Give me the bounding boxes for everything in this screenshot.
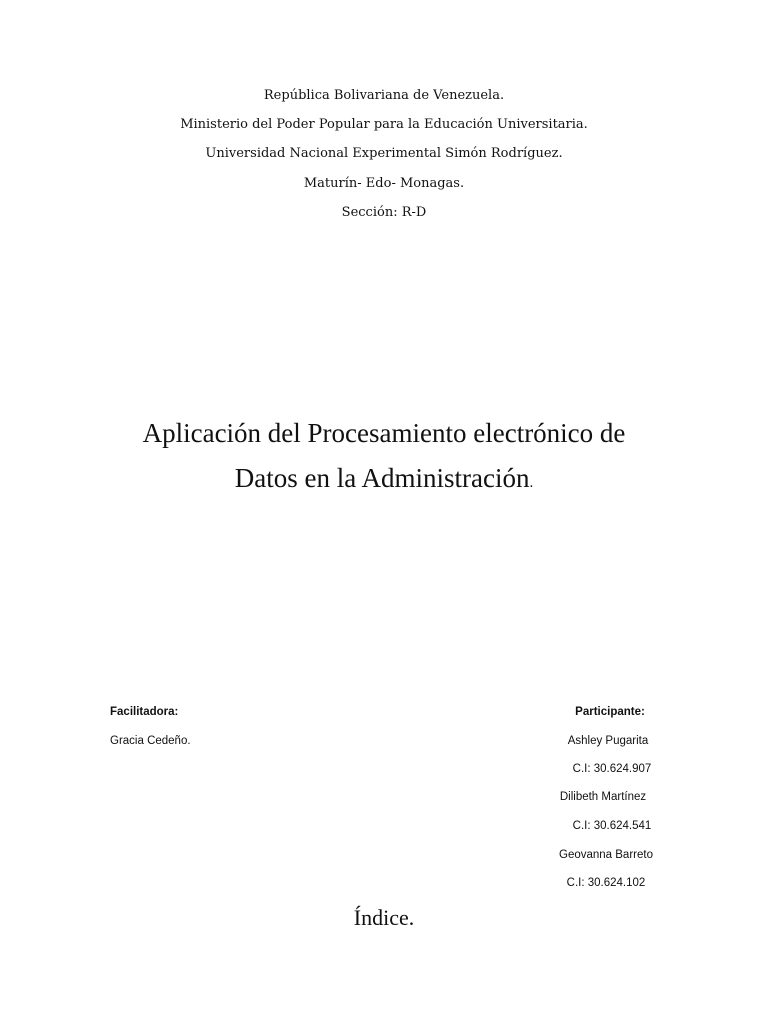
participants-label: Participante:: [575, 706, 645, 718]
participant-3-ci: C.I: 30.624.102: [566, 877, 646, 889]
participant-3-name: Geovanna Barreto: [559, 849, 653, 861]
document-title-line-2: [0, 462, 768, 499]
header-republic: República Bolivariana de Venezuela.: [263, 88, 505, 103]
participant-1-ci: C.I: 30.624.907: [572, 763, 652, 775]
document-title-line-1: Aplicación del Procesamiento electrónico de: [142, 418, 626, 448]
participant-1-name: Ashley Pugarita: [567, 735, 649, 747]
participant-2-ci: C.I: 30.624.541: [572, 820, 652, 832]
facilitator-name: Gracia Cedeño.: [110, 735, 191, 747]
header-university: Universidad Nacional Experimental Simón Rodríguez.: [205, 146, 563, 161]
header-ministry: Ministerio del Poder Popular para la Educación Universitaria.: [180, 117, 588, 132]
header-location: Maturín- Edo- Monagas.: [303, 176, 465, 191]
document-title-dot: .: [529, 475, 534, 491]
index-heading: Índice.: [353, 905, 415, 930]
participant-2-name: Dilibeth Martínez: [559, 791, 647, 803]
facilitator-label: Facilitadora:: [110, 706, 179, 718]
document-title-line-2-text: Datos en la Administración: [234, 463, 530, 493]
header-section: Sección: R-D: [341, 205, 427, 220]
